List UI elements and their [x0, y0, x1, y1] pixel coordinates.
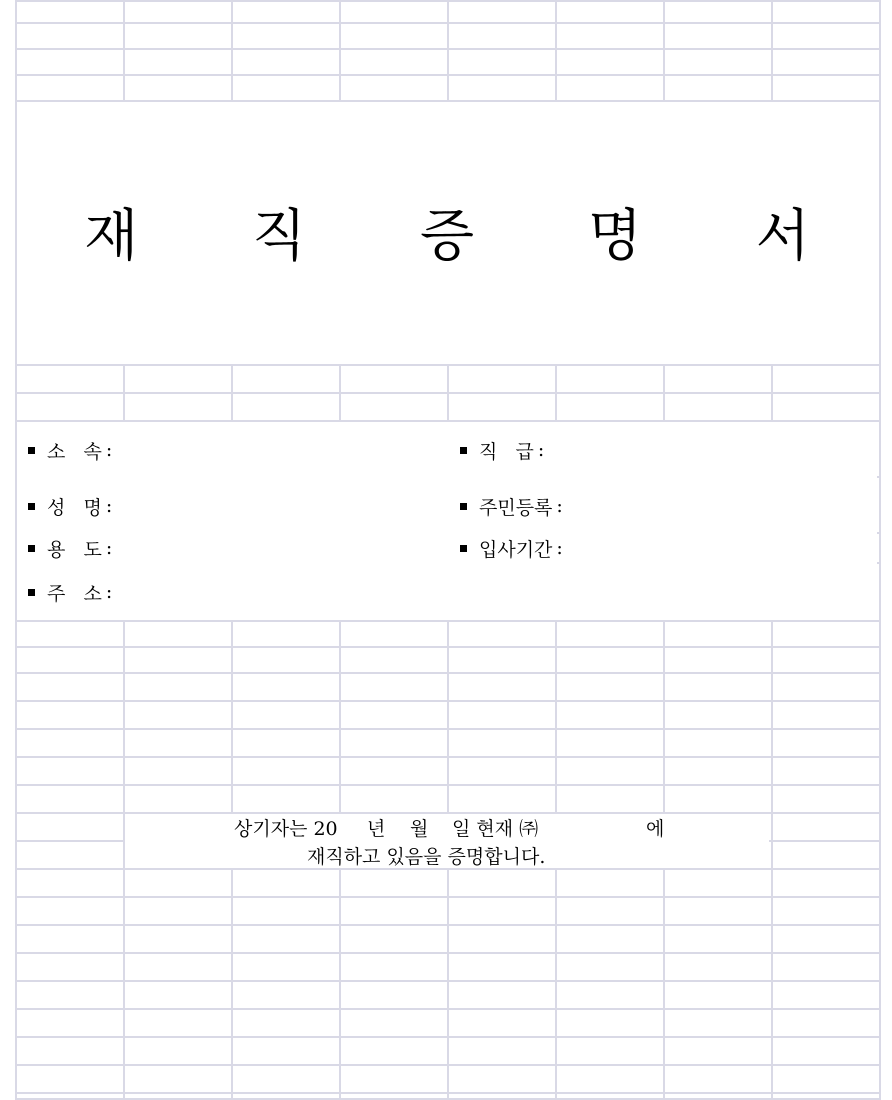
bullet-icon	[28, 503, 35, 510]
bullet-icon	[28, 545, 35, 552]
bullet-icon	[460, 447, 467, 454]
statement-line1-day: 일 현재 ㈜	[452, 818, 539, 840]
statement-line1-month: 월	[410, 818, 429, 840]
field-position-label: 직 급	[479, 440, 534, 463]
colon: :	[556, 537, 563, 559]
statement-line1-year: 년	[367, 818, 386, 840]
field-resident-no[interactable]	[460, 491, 563, 521]
grid-column-line	[879, 0, 881, 1100]
colon: :	[537, 439, 545, 461]
field-name[interactable]	[28, 491, 112, 521]
field-resident-no-label: 주민등록	[479, 496, 553, 519]
colon: :	[105, 495, 113, 517]
field-purpose[interactable]	[28, 533, 112, 563]
bullet-icon	[460, 545, 467, 552]
field-employment-period-label: 입사기간	[479, 538, 553, 561]
field-address-label: 주 소	[47, 582, 102, 605]
field-employment-period[interactable]	[460, 533, 563, 563]
info-merged-area	[17, 422, 877, 620]
field-affiliation[interactable]	[28, 435, 112, 465]
field-name-label: 성 명	[47, 496, 102, 519]
bullet-icon	[28, 589, 35, 596]
document-title: 재 직 증 명 서	[84, 204, 858, 269]
bullet-icon	[460, 503, 467, 510]
field-position[interactable]	[460, 435, 544, 465]
colon: :	[105, 439, 113, 461]
field-purpose-label: 용 도	[47, 538, 102, 561]
bullet-icon	[28, 447, 35, 454]
statement-line2: 재직하고 있음을 증명합니다.	[307, 846, 546, 868]
colon: :	[556, 495, 563, 517]
statement-line1-prefix: 상기자는 20	[234, 818, 338, 840]
statement-line1-end: 에	[646, 818, 665, 840]
field-affiliation-label: 소 속	[47, 440, 102, 463]
field-address[interactable]	[28, 577, 112, 607]
colon: :	[105, 537, 113, 559]
colon: :	[105, 581, 113, 603]
